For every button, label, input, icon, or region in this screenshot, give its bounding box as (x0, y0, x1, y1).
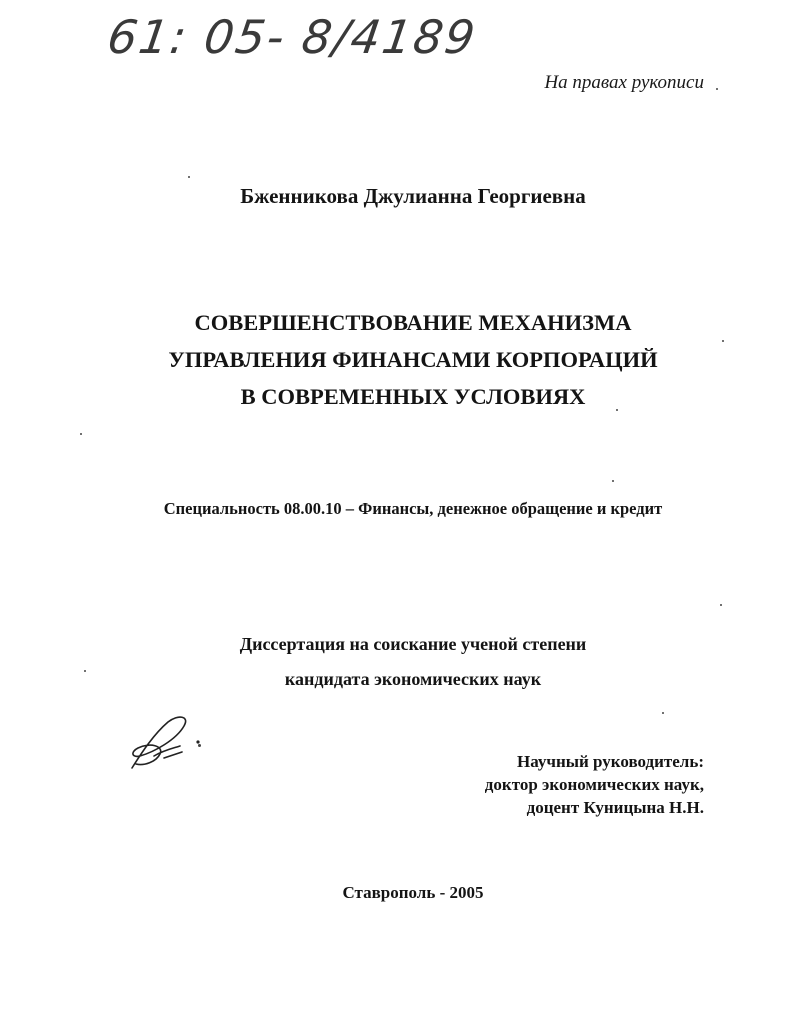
advisor-line: доктор экономических наук, (484, 775, 704, 794)
dissertation-title (0, 304, 796, 415)
scan-speck (84, 670, 86, 672)
scan-speck (716, 88, 718, 90)
title-line: СОВЕРШЕНСТВОВАНИЕ МЕХАНИЗМА (194, 310, 632, 335)
scan-speck (616, 409, 618, 411)
scan-speck (662, 712, 664, 714)
scan-speck (80, 433, 82, 435)
scan-speck (198, 744, 201, 747)
handwritten-archive-code: 61: 05- 8/4189 (104, 10, 481, 64)
author-name: Бженникова Джулианна Георгиевна (240, 184, 586, 208)
signature-scribble (124, 712, 204, 781)
title-line: В СОВРЕМЕННЫХ УСЛОВИЯХ (240, 384, 586, 409)
advisor-line: Научный руководитель: (517, 752, 704, 771)
scientific-advisor (485, 750, 704, 819)
degree-statement (0, 627, 796, 697)
scan-speck (722, 340, 724, 342)
scan-speck (612, 480, 614, 482)
title-line: УПРАВЛЕНИЯ ФИНАНСАМИ КОРПОРАЦИЙ (168, 347, 658, 372)
degree-line: Диссертация на соискание ученой степени (239, 634, 587, 654)
specialty-line: Специальность 08.00.10 – Финансы, денежное обращение и кредит (163, 499, 663, 518)
scan-speck (188, 176, 190, 178)
advisor-line: доцент Куницына Н.Н. (526, 798, 704, 817)
scan-speck (720, 604, 722, 606)
rights-note: На правах рукописи (544, 72, 704, 93)
degree-line: кандидата экономических наук (284, 669, 542, 689)
city-year: Ставрополь - 2005 (342, 883, 484, 902)
